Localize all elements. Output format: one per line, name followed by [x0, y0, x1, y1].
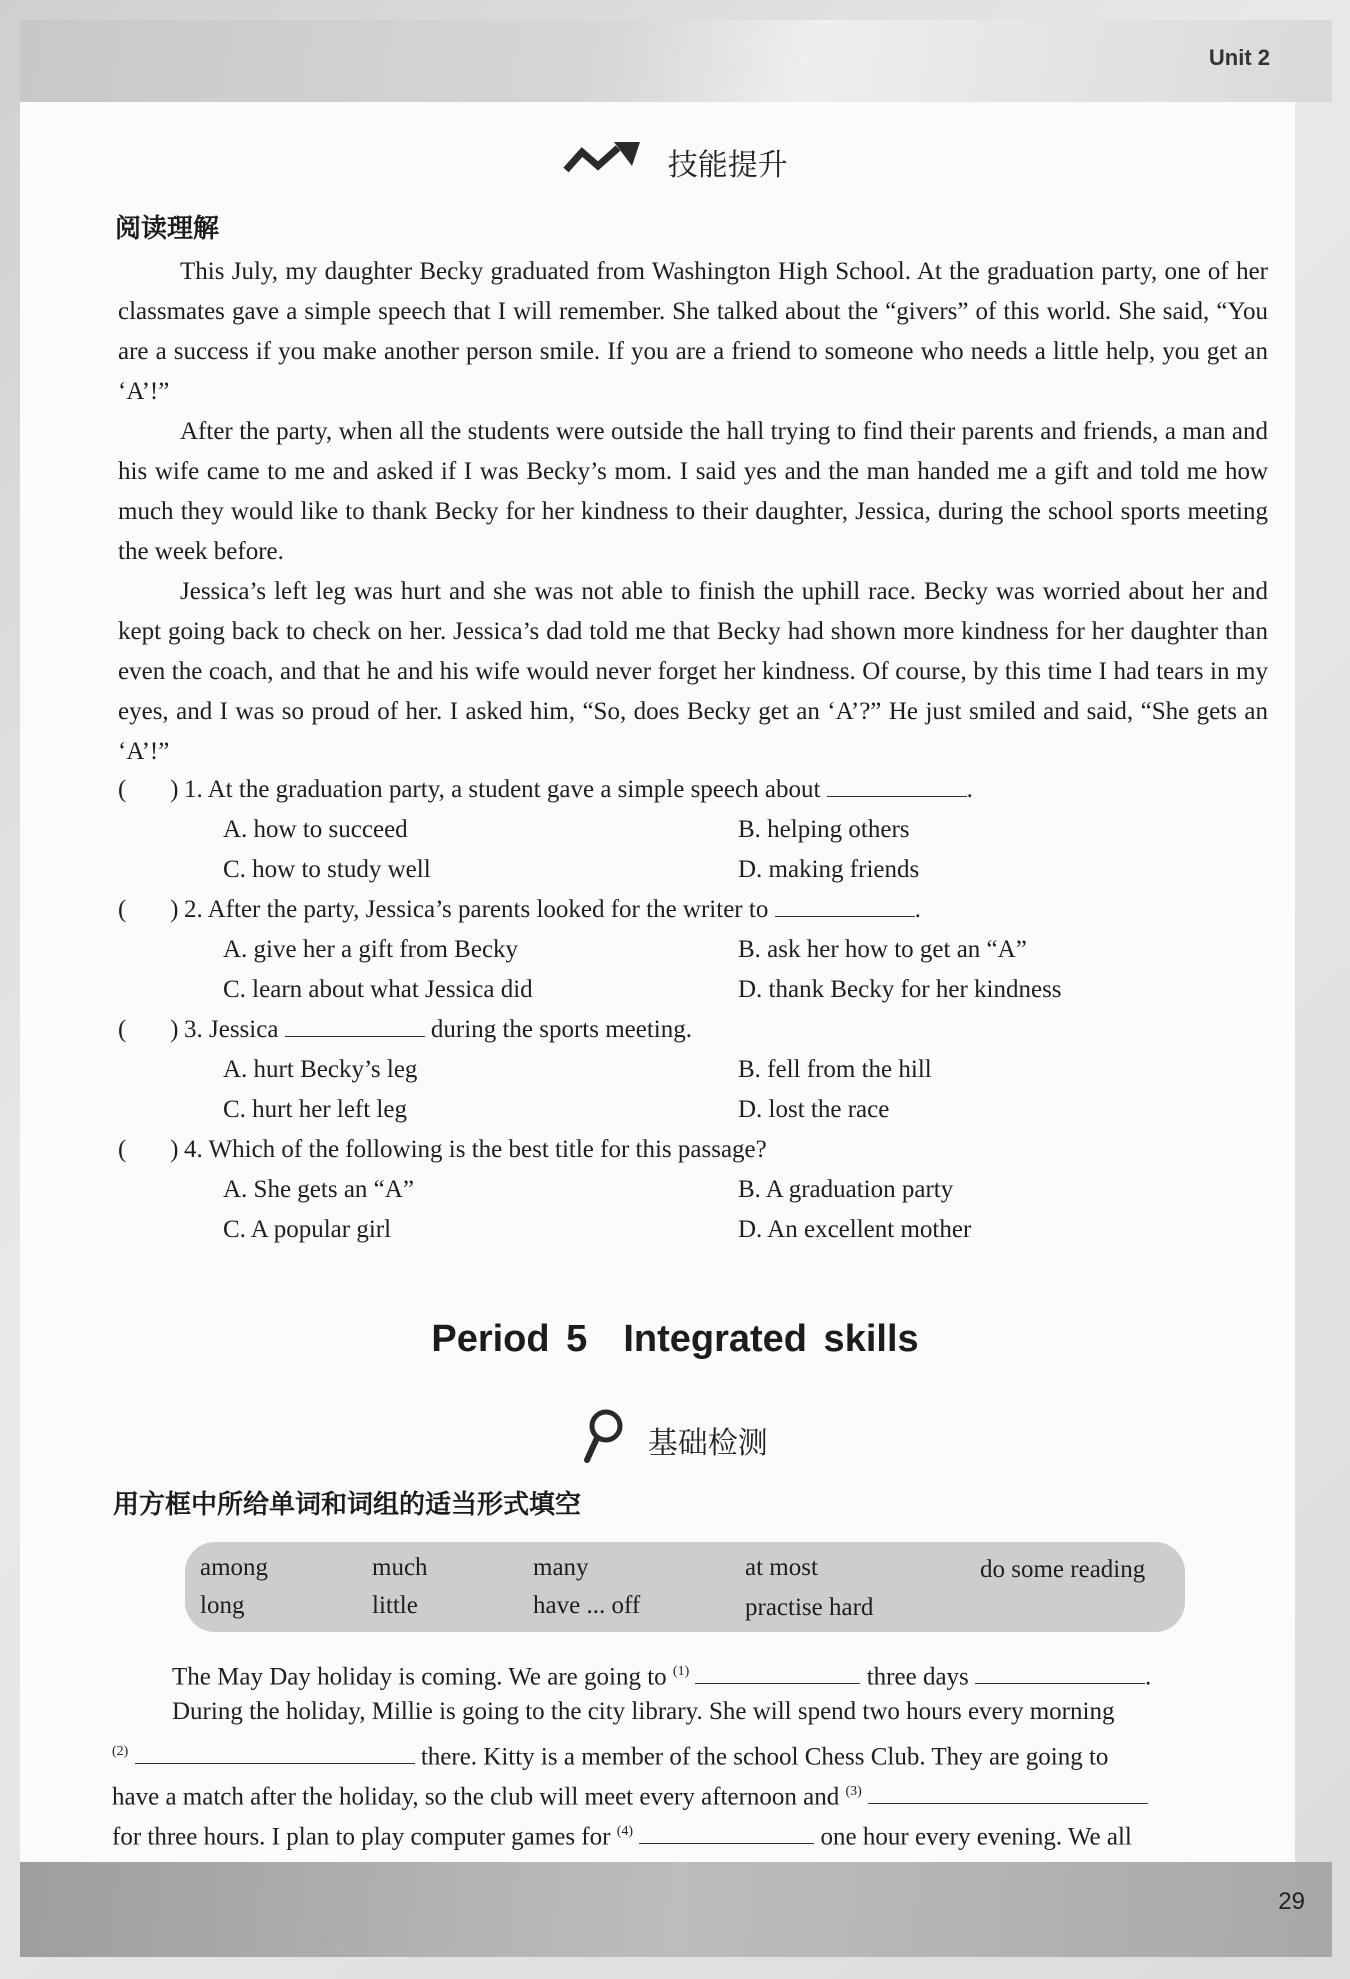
option-b: B. fell from the hill [738, 1056, 932, 1083]
option-c: C. A popular girl [223, 1216, 392, 1243]
answer-blank[interactable] [285, 1010, 425, 1037]
basics-section-title [0, 1408, 1350, 1472]
word-item: little [372, 1592, 418, 1619]
unit-label: Unit 2 [1208, 45, 1270, 70]
answer-blank[interactable] [827, 770, 967, 797]
option-a: A. hurt Becky’s leg [223, 1056, 418, 1083]
option-d: D. lost the race [738, 1096, 890, 1123]
question-list [118, 770, 1268, 1250]
answer-paren[interactable]: ( ) [118, 1136, 179, 1163]
trend-arrow-icon [562, 140, 644, 184]
option-b: B. helping others [738, 816, 910, 843]
question-3: ( ) 3. Jessica during the sports meeting. [118, 1010, 1268, 1050]
skills-title-text: 技能提升 [667, 148, 788, 183]
option-c: C. how to study well [223, 856, 431, 883]
option-a: A. She gets an “A” [223, 1176, 414, 1203]
option-d: D. making friends [738, 856, 920, 883]
fill-instruction: 用方框中所给单词和词组的适当形式填空 [113, 1490, 582, 1520]
question-2: ( ) 2. After the party, Jessica’s parents looked for the writer to . [118, 890, 1268, 930]
passage-paragraph: After the party, when all the students were outside the hall trying to find their parents and friends, a man and his wife came to me and asked if I was Becky’s mom. I said yes and the man handed me a gift and told me how much they would like to thank Becky for her kindness to their daughter, Jessica, during the school sports meeting the week before. [118, 418, 1268, 565]
word-item: long [200, 1592, 245, 1619]
word-item: at most [745, 1554, 818, 1581]
answer-paren[interactable]: ( ) [118, 1016, 179, 1043]
blank-1b[interactable] [975, 1657, 1145, 1684]
word-box [185, 1542, 1185, 1632]
word-item: among [200, 1554, 269, 1581]
word-item: do some reading [980, 1556, 1146, 1583]
skills-section-title [0, 140, 1350, 184]
answer-paren[interactable]: ( ) [118, 776, 179, 803]
option-c: C. learn about what Jessica did [223, 976, 533, 1003]
word-item: practise hard [745, 1594, 874, 1621]
word-item: many [533, 1554, 589, 1581]
passage-paragraph: This July, my daughter Becky graduated from Washington High School. At the graduation party, one of her classmates gave a simple speech that I will remember. She talked about the “givers” of this world. She said, “You are a success if you make another person smile. If you are a friend to someone who needs a little help, you get an ‘A’!” [118, 258, 1268, 405]
reading-heading: 阅读理解 [115, 214, 220, 244]
blank-4[interactable] [639, 1817, 814, 1844]
word-item: have ... off [533, 1592, 641, 1619]
question-1: ( ) 1. At the graduation party, a student gave a simple speech about . [118, 770, 1268, 810]
word-item: much [372, 1554, 428, 1581]
answer-paren[interactable]: ( ) [118, 896, 179, 923]
option-a: A. give her a gift from Becky [223, 936, 519, 963]
basics-title-text: 基础检测 [647, 1426, 768, 1461]
magnifier-icon [582, 1408, 624, 1472]
option-a: A. how to succeed [223, 816, 408, 843]
option-d: D. An excellent mother [738, 1216, 972, 1243]
option-b: B. ask her how to get an “A” [738, 936, 1027, 963]
period-title [0, 1318, 1350, 1361]
option-c: C. hurt her left leg [223, 1096, 407, 1123]
question-4 [118, 1130, 1268, 1170]
fill-passage: The May Day holiday is coming. We are going to $^{(1)}$ three days . During the holiday, Millie is going to the city library. She will spend two hours every morning $^{(2)}$ there. Kitty is a member of the school Chess Club. They are going to have a match after the holiday, so the club will meet every afternoon and $^{(3)}$ for three hours. I plan to play computer games for $^{(4)}$ one hour every evening. We all [112, 1652, 1242, 1852]
blank-2[interactable] [135, 1737, 415, 1764]
blank-1[interactable] [695, 1657, 860, 1684]
option-d: D. thank Becky for her kindness [738, 976, 1062, 1003]
option-b: B. A graduation party [738, 1176, 954, 1203]
header-band [20, 20, 1332, 102]
reading-passage [118, 252, 1268, 772]
answer-blank[interactable] [775, 890, 915, 917]
question-stem: 2. After the party, Jessica’s parents looked for the writer to [184, 896, 769, 923]
question-stem: 4. Which of the following is the best title for this passage? [184, 1136, 767, 1163]
blank-3[interactable] [868, 1777, 1148, 1804]
question-stem: 3. Jessica [184, 1016, 279, 1043]
period-number: Period 5 [431, 1318, 588, 1360]
page-number: 29 [1278, 1888, 1305, 1915]
passage-paragraph: Jessica’s left leg was hurt and she was not able to finish the uphill race. Becky was worried about her and kept going back to check on her. Jessica’s dad told me that Becky had shown more kindness for her daughter than even the coach, and that he and his wife would never forget her kindness. Of course, by this time I had tears in my eyes, and I was so proud of her. I asked him, “So, does Becky get an ‘A’?” He just smiled and said, “She gets an ‘A’!” [118, 578, 1268, 765]
period-name: Integrated skills [623, 1318, 919, 1360]
question-stem: 1. At the graduation party, a student gave a simple speech about [184, 776, 821, 803]
footer-band [20, 1862, 1332, 1957]
